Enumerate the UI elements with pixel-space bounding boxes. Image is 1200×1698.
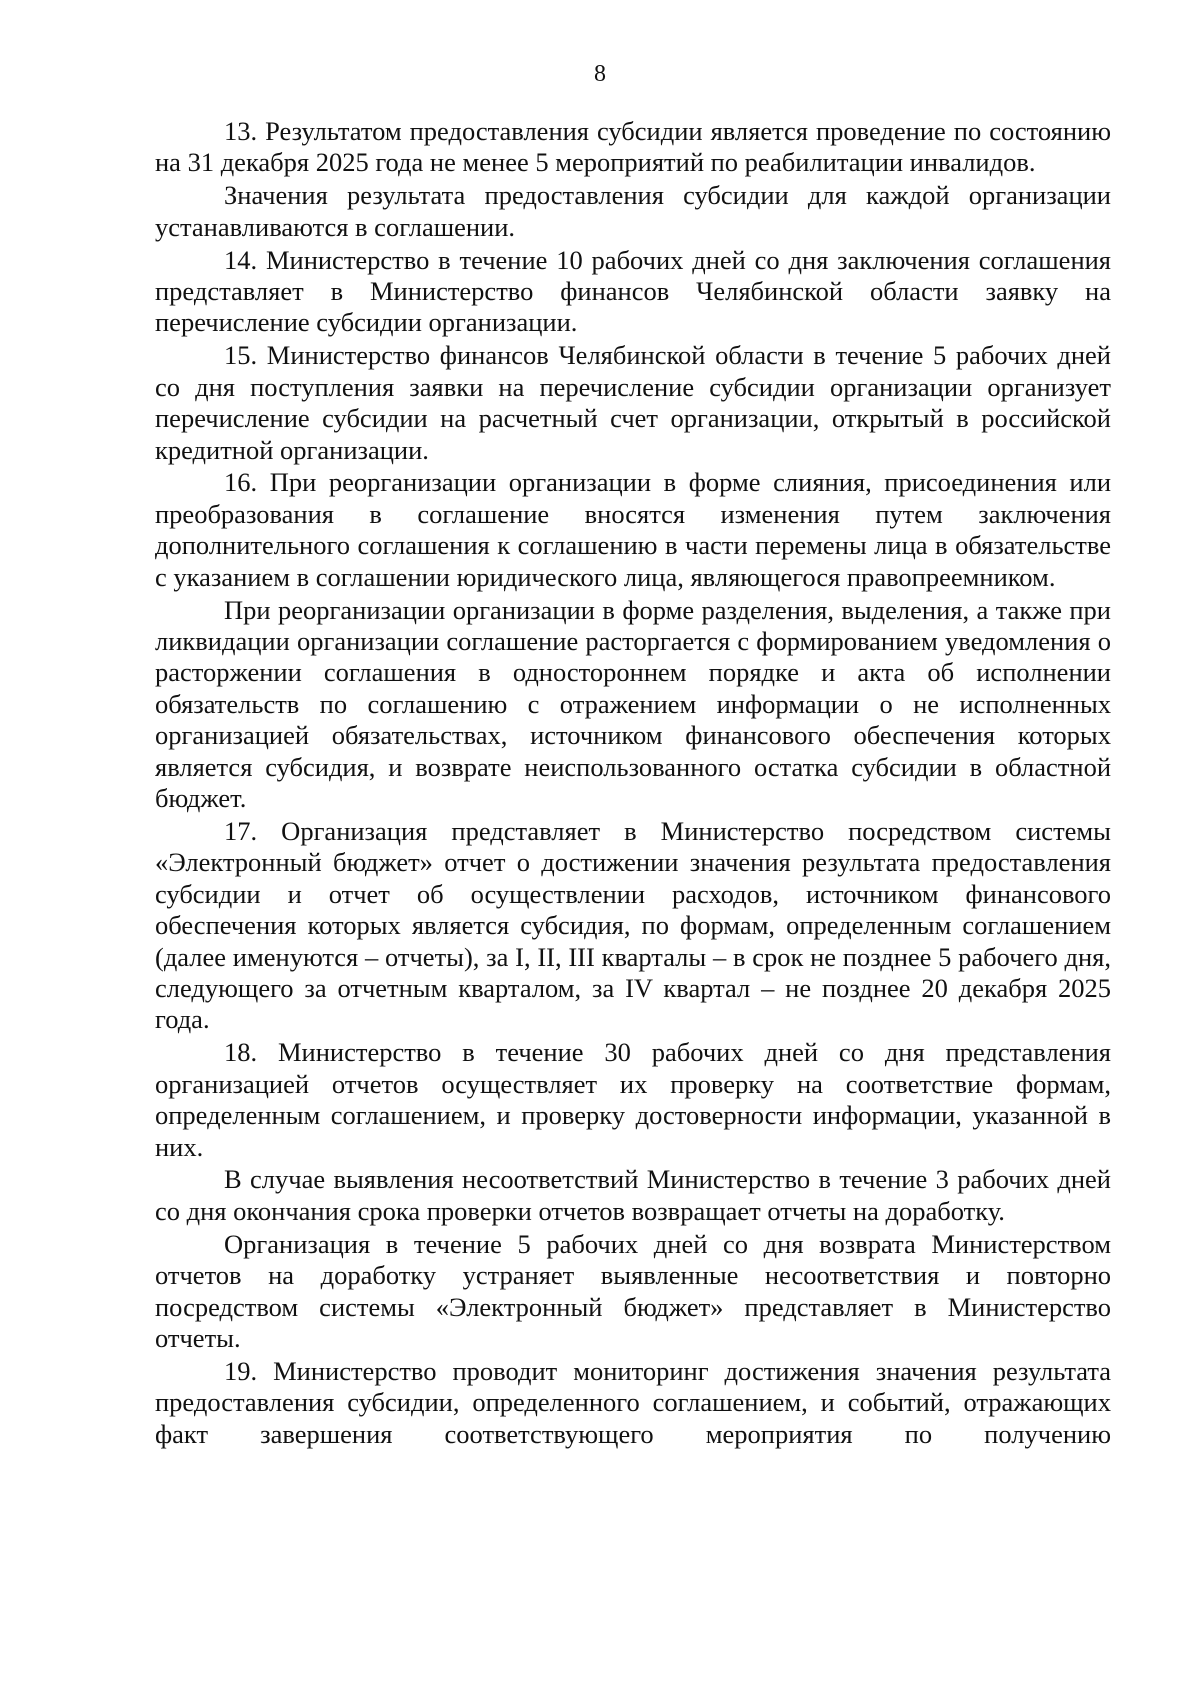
paragraph-13-values: Значения результата предоставления субсидии для каждой организации устанавливаются в соглашении.: [155, 180, 1111, 242]
paragraph-16-continued: При реорганизации организации в форме разделения, выделения, а также при ликвидации организации соглашение расторгается с формированием уведомления о расторжении соглашения в одностороннем порядке и акта об исполнении обязательств по соглашению с отражением информации о не исполненных организацией обязательствах, источником финансового обеспечения которых является субсидия, и возврате неиспользованного остатка субсидии в областной бюджет.: [155, 594, 1111, 814]
paragraph-18: 18. Министерство в течение 30 рабочих дней со дня представления организацией отчетов осуществляет их проверку на соответствие формам, определенным соглашением, и проверку достоверности информации, указанной в них.: [155, 1037, 1111, 1162]
paragraph-14: 14. Министерство в течение 10 рабочих дней со дня заключения соглашения представляет в Министерство финансов Челябинской области заявку на перечисление субсидии организации.: [155, 244, 1111, 338]
paragraph-17: 17. Организация представляет в Министерство посредством системы «Электронный бюджет» отчет о достижении значения результата предоставления субсидии и отчет об осуществлении расходов, источником финансового обеспечения которых является субсидия, по формам, определенным соглашением (далее именуются – отчеты), за I, II, III кварталы – в срок не позднее 5 рабочего дня, следующего за отчетным кварталом, за IV квартал – не позднее 20 декабря 2025 года.: [155, 815, 1111, 1035]
paragraph-18-return: В случае выявления несоответствий Министерство в течение 3 рабочих дней со дня окончания срока проверки отчетов возвращает отчеты на доработку.: [155, 1164, 1111, 1226]
paragraph-13: 13. Результатом предоставления субсидии является проведение по состоянию на 31 декабря 2025 года не менее 5 мероприятий по реабилитации инвалидов.: [155, 116, 1111, 178]
page-number: 8: [594, 61, 606, 87]
paragraph-15: 15. Министерство финансов Челябинской области в течение 5 рабочих дней со дня поступления заявки на перечисление субсидии организации организует перечисление субсидии на расчетный счет организации, открытый в российской кредитной организации.: [155, 340, 1111, 465]
paragraph-16: 16. При реорганизации организации в форме слияния, присоединения или преобразования в соглашение вносятся изменения путем заключения дополнительного соглашения к соглашению в части перемены лица в обязательстве с указанием в соглашении юридического лица, являющегося правопреемником.: [155, 467, 1111, 592]
document-body: [155, 116, 1111, 1450]
paragraph-18-resubmit: Организация в течение 5 рабочих дней со дня возврата Министерством отчетов на доработку устраняет выявленные несоответствия и повторно посредством системы «Электронный бюджет» представляет в Министерство отчеты.: [155, 1228, 1111, 1353]
paragraph-19: 19. Министерство проводит мониторинг достижения значения результата предоставления субсидии, определенного соглашением, и событий, отражающих факт завершения соответствующего мероприятия по получению: [155, 1355, 1111, 1449]
